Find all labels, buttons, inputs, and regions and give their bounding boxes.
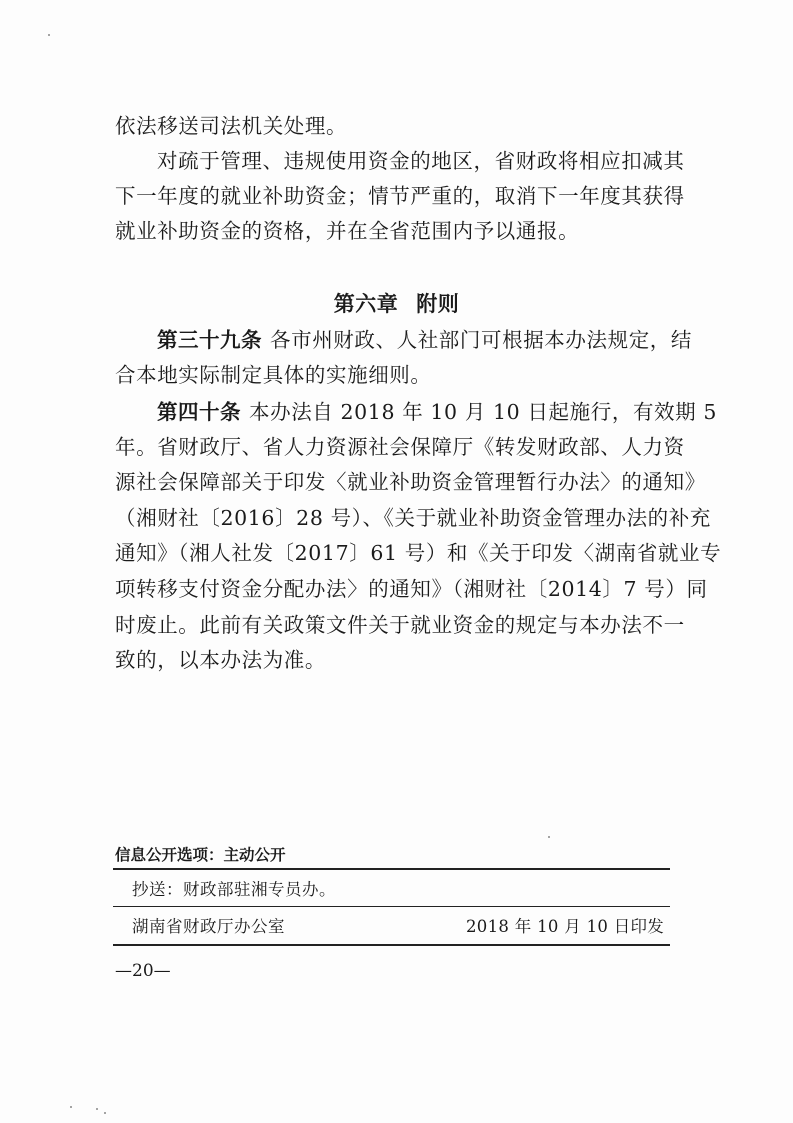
disclosure-option: 信息公开选项：主动公开	[115, 846, 286, 864]
issue-date: 2018 年 10 月 10 日印发	[466, 917, 665, 936]
chapter-title: 附则	[416, 292, 460, 316]
article-40-text-1: 本办法自 2018 年 10 月 10 日起施行，有效期 5	[249, 400, 717, 424]
scan-speck	[104, 1112, 106, 1114]
chapter-number: 第六章	[333, 292, 399, 316]
issuing-office: 湖南省财政厅办公室	[132, 917, 285, 936]
article-40-line-4: （湘财社〔2016〕28 号）、《关于就业补助资金管理办法的补充	[115, 506, 711, 530]
body-line-1: 依法移送司法机关处理。	[115, 114, 348, 138]
article-40-line-2: 年。省财政厅、省人力资源社会保障厅《转发财政部、人力资	[115, 435, 685, 459]
article-40-line-5: 通知》（湘人社发〔2017〕61 号）和《关于印发〈湖南省就业专	[115, 541, 722, 565]
footer-rule-top	[113, 868, 670, 870]
article-40-line-1	[157, 394, 717, 430]
article-39-line-2: 合本地实际制定具体的实施细则。	[115, 363, 432, 387]
scan-speck	[548, 836, 550, 838]
body-line-4: 就业补助资金的资格，并在全省范围内予以通报。	[115, 219, 580, 243]
article-40-label: 第四十条	[157, 400, 241, 424]
body-line-2: 对疏于管理、违规使用资金的地区，省财政将相应扣减其	[157, 149, 685, 173]
article-40-line-8: 致的，以本办法为准。	[115, 648, 326, 672]
body-line-3: 下一年度的就业补助资金；情节严重的，取消下一年度其获得	[115, 184, 685, 208]
page-number: —20—	[115, 961, 171, 981]
scan-speck	[70, 1106, 72, 1108]
article-40-line-3: 源社会保障部关于印发〈就业补助资金管理暂行办法〉的通知》	[115, 470, 706, 494]
scan-speck	[48, 34, 50, 36]
cc-line: 抄送：财政部驻湘专员办。	[132, 880, 336, 899]
footer-rule-middle	[113, 906, 670, 907]
article-39-label: 第三十九条	[157, 328, 262, 352]
chapter-heading	[0, 286, 793, 322]
article-39-line-1	[157, 322, 692, 358]
article-40-line-7: 时废止。此前有关政策文件关于就业资金的规定与本办法不一	[115, 613, 685, 637]
article-40-line-6: 项转移支付资金分配办法〉的通知》（湘财社〔2014〕7 号）同	[115, 577, 708, 601]
footer-rule-bottom	[113, 944, 670, 946]
article-39-text-1: 各市州财政、人社部门可根据本办法规定，结	[270, 328, 692, 352]
scan-speck	[96, 1108, 98, 1110]
